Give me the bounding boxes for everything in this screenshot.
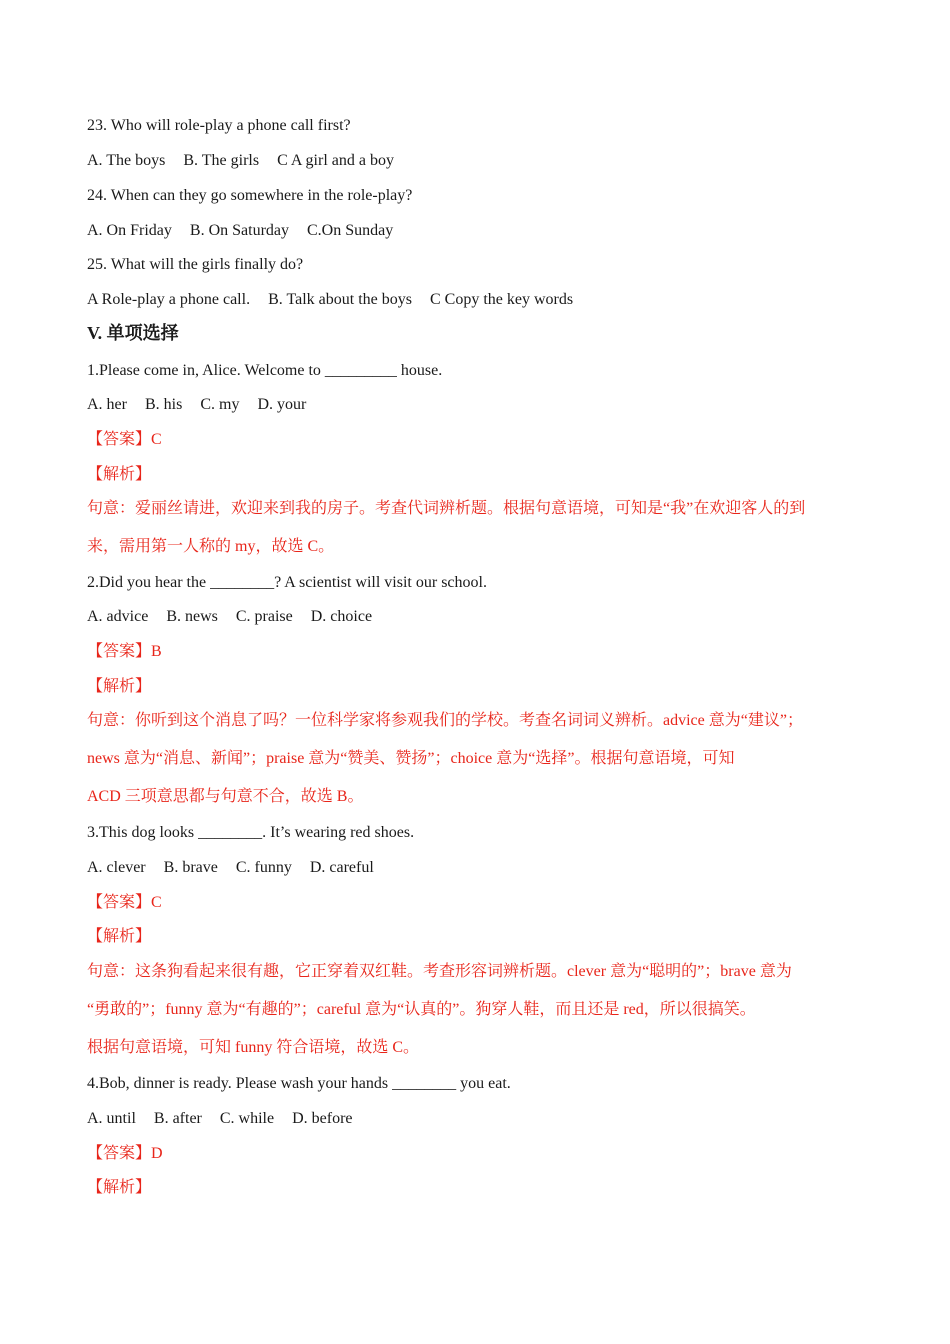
answer-2: 【答案】B — [87, 643, 162, 660]
option-b: B. news — [166, 608, 218, 625]
question-4-options — [87, 1109, 367, 1129]
option-d: D. before — [292, 1110, 353, 1127]
analysis-label-4: 【解析】 — [87, 1179, 152, 1196]
option-d: D. your — [257, 396, 307, 413]
question-24-stem: 24. When can they go somewhere in the role-play? — [87, 187, 413, 204]
question-3-options — [87, 858, 388, 878]
option-a: A Role-play a phone call. — [87, 291, 251, 308]
option-c: C.On Sunday — [307, 222, 394, 239]
explanation-3-line-1: 句意：这条狗看起来很有趣，它正穿着双红鞋。考查形容词辨析题。clever 意为“聪明的”；brave 意为 — [87, 963, 792, 980]
explanation-3-line-3: 根据句意语境，可知 funny 符合语境，故选 C。 — [87, 1039, 420, 1056]
answer-1: 【答案】C — [87, 431, 162, 448]
option-d: D. choice — [310, 608, 373, 625]
analysis-label-1: 【解析】 — [87, 466, 152, 483]
analysis-label-3: 【解析】 — [87, 928, 152, 945]
option-b: B. The girls — [183, 152, 260, 169]
explanation-1-line-1: 句意：爱丽丝请进，欢迎来到我的房子。考查代词辨析题。根据句意语境，可知是“我”在欢迎客人的到 — [87, 500, 806, 517]
option-b: B. Talk about the boys — [268, 291, 412, 308]
answer-3: 【答案】C — [87, 894, 162, 911]
question-25-stem: 25. What will the girls finally do? — [87, 256, 304, 273]
question-3-stem: 3.This dog looks ________. It’s wearing red shoes. — [87, 824, 415, 841]
option-d: D. careful — [309, 859, 374, 876]
option-a: A. until — [87, 1110, 136, 1127]
question-1-options — [87, 395, 320, 415]
explanation-3-line-2: “勇敢的”；funny 意为“有趣的”；careful 意为“认真的”。狗穿人鞋，而且还是 red，所以很搞笑。 — [87, 1001, 756, 1018]
answer-4: 【答案】D — [87, 1145, 163, 1162]
question-23-options — [87, 151, 408, 171]
option-b: B. On Saturday — [189, 222, 289, 239]
explanation-2-line-1: 句意：你听到这个消息了吗？一位科学家将参观我们的学校。考查名词词义辨析。advice 意为“建议”； — [87, 712, 803, 729]
question-25-options — [87, 290, 587, 310]
option-c: C. praise — [235, 608, 293, 625]
question-1-stem: 1.Please come in, Alice. Welcome to _________ house. — [87, 362, 443, 379]
option-a: A. clever — [87, 859, 146, 876]
question-23-stem: 23. Who will role-play a phone call first? — [87, 117, 351, 134]
option-b: B. after — [153, 1110, 202, 1127]
option-c: C. while — [219, 1110, 275, 1127]
section-title: V. 单项选择 — [87, 323, 179, 343]
option-c: C. funny — [235, 859, 292, 876]
option-a: A. On Friday — [87, 222, 172, 239]
explanation-2-line-3: ACD 三项意思都与句意不合，故选 B。 — [87, 788, 364, 805]
option-b: B. brave — [163, 859, 218, 876]
option-b: B. his — [144, 396, 183, 413]
question-2-stem: 2.Did you hear the ________? A scientist will visit our school. — [87, 574, 487, 591]
option-c: C. my — [200, 396, 240, 413]
option-a: A. advice — [87, 608, 149, 625]
explanation-2-line-2: news 意为“消息、新闻”；praise 意为“赞美、赞扬”；choice 意为“选择”。根据句意语境，可知 — [87, 750, 735, 767]
option-a: A. The boys — [87, 152, 166, 169]
question-2-options — [87, 607, 386, 627]
question-4-stem: 4.Bob, dinner is ready. Please wash your hands ________ you eat. — [87, 1075, 511, 1092]
option-c: C A girl and a boy — [277, 152, 394, 169]
explanation-1-line-2: 来，需用第一人称的 my，故选 C。 — [87, 538, 335, 555]
option-c: C Copy the key words — [429, 291, 574, 308]
analysis-label-2: 【解析】 — [87, 678, 152, 695]
question-24-options — [87, 221, 407, 241]
option-a: A. her — [87, 396, 127, 413]
